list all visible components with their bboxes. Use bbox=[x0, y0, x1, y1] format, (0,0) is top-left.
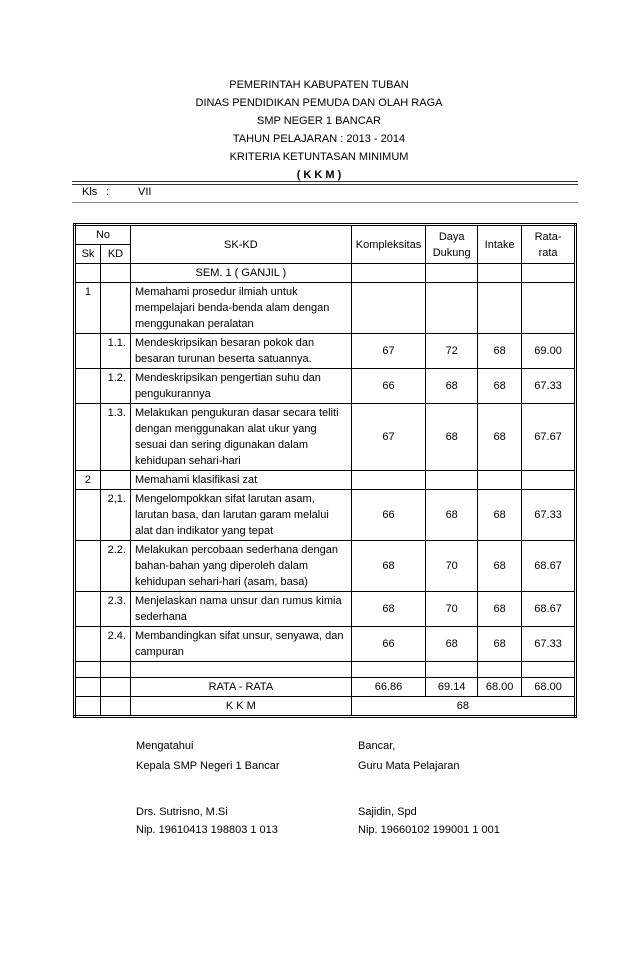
row-kd: 1.1. bbox=[100, 334, 130, 369]
row-sk bbox=[75, 592, 101, 627]
row-daya-dukung: 70 bbox=[426, 541, 478, 592]
table-row bbox=[75, 404, 576, 471]
row-kd: 2,1. bbox=[100, 490, 130, 541]
signature-right-name: Sajidin, Spd bbox=[358, 806, 417, 818]
row-description: Melakukan percobaan sederhana dengan bahan-bahan yang diperoleh dalam kehidupan sehari-hari (asam, basa) bbox=[130, 541, 351, 592]
header-line-2: DINAS PENDIDIKAN PEMUDA DAN OLAH RAGA bbox=[195, 97, 443, 109]
class-divider bbox=[72, 202, 578, 203]
row-kompleksitas: 68 bbox=[351, 541, 425, 592]
header-divider-2 bbox=[72, 184, 578, 185]
row-daya-dukung: 70 bbox=[426, 592, 478, 627]
header-line-5: KRITERIA KETUNTASAN MINIMUM bbox=[229, 151, 409, 163]
row-kompleksitas: 68 bbox=[351, 592, 425, 627]
header-kd: KD bbox=[100, 245, 130, 264]
row-intake: 68 bbox=[478, 404, 522, 471]
class-label: Kls bbox=[82, 186, 98, 198]
row-rata-rata: 67.67 bbox=[522, 404, 576, 471]
header-sk: Sk bbox=[75, 245, 101, 264]
row-rata-rata: 67.33 bbox=[522, 490, 576, 541]
row-intake: 68 bbox=[478, 541, 522, 592]
row-daya-dukung bbox=[426, 283, 478, 334]
kkm-table bbox=[73, 223, 577, 718]
row-rata-rata: 67.33 bbox=[522, 369, 576, 404]
row-daya-dukung: 68 bbox=[426, 404, 478, 471]
row-kd bbox=[100, 283, 130, 334]
signature-left-line2: Kepala SMP Negeri 1 Bancar bbox=[136, 760, 280, 772]
row-daya-dukung: 68 bbox=[426, 490, 478, 541]
average-label: RATA - RATA bbox=[130, 678, 351, 697]
kkm-value: 68 bbox=[351, 697, 575, 717]
row-kd: 2.4. bbox=[100, 627, 130, 662]
row-description: Mendeskripsikan pengertian suhu dan pengukurannya bbox=[130, 369, 351, 404]
header-line-4: TAHUN PELAJARAN : 2013 - 2014 bbox=[232, 133, 406, 145]
table-row bbox=[75, 592, 576, 627]
signature-right-line2: Guru Mata Pelajaran bbox=[358, 760, 460, 772]
header-line-1: PEMERINTAH KABUPATEN TUBAN bbox=[229, 79, 409, 91]
row-description: Mengelompokkan sifat larutan asam, larutan basa, dan larutan garam melalui alat dan indikator yang tepat bbox=[130, 490, 351, 541]
row-daya-dukung: 72 bbox=[426, 334, 478, 369]
row-kompleksitas: 66 bbox=[351, 490, 425, 541]
row-rata-rata bbox=[522, 471, 576, 490]
row-sk bbox=[75, 369, 101, 404]
row-description: Menjelaskan nama unsur dan rumus kimia sederhana bbox=[130, 592, 351, 627]
row-intake: 68 bbox=[478, 627, 522, 662]
class-separator: : bbox=[106, 186, 110, 198]
row-kompleksitas bbox=[351, 283, 425, 334]
signature-left-line1: Mengatahui bbox=[136, 740, 194, 752]
header-divider bbox=[72, 181, 578, 182]
kkm-label: K K M bbox=[130, 697, 351, 717]
row-intake: 68 bbox=[478, 334, 522, 369]
row-rata-rata: 68.67 bbox=[522, 541, 576, 592]
row-kompleksitas bbox=[351, 471, 425, 490]
row-intake bbox=[478, 471, 522, 490]
signature-left-name: Drs. Sutrisno, M.Si bbox=[136, 806, 228, 818]
class-value: VII bbox=[138, 186, 152, 198]
row-kd: 1.2. bbox=[100, 369, 130, 404]
row-kompleksitas: 66 bbox=[351, 369, 425, 404]
row-sk bbox=[75, 541, 101, 592]
row-sk: 1 bbox=[75, 283, 101, 334]
row-rata-rata: 69.00 bbox=[522, 334, 576, 369]
signature-left bbox=[136, 738, 280, 838]
row-kd: 2.3. bbox=[100, 592, 130, 627]
row-intake bbox=[478, 283, 522, 334]
table-row bbox=[75, 541, 576, 592]
average-daya-dukung: 69.14 bbox=[426, 678, 478, 697]
row-sk bbox=[75, 490, 101, 541]
row-intake: 68 bbox=[478, 369, 522, 404]
row-description: Memahami klasifikasi zat bbox=[130, 471, 351, 490]
row-description: Memahami prosedur ilmiah untuk mempelajari benda-benda alam dengan menggunakan peralatan bbox=[130, 283, 351, 334]
signature-left-nip: Nip. 19610413 198803 1 013 bbox=[136, 824, 278, 836]
table-header-row bbox=[75, 225, 576, 245]
row-description: Melakukan pengukuran dasar secara teliti dengan menggunakan alat ukur yang sesuai dan sering digunakan dalam kehidupan sehari-hari bbox=[130, 404, 351, 471]
table-row bbox=[75, 471, 576, 490]
header-rata-rata: Rata-rata bbox=[522, 225, 576, 264]
row-sk: 2 bbox=[75, 471, 101, 490]
row-kompleksitas: 67 bbox=[351, 334, 425, 369]
row-description: Mendeskripsikan besaran pokok dan besaran turunan beserta satuannya. bbox=[130, 334, 351, 369]
row-daya-dukung: 68 bbox=[426, 627, 478, 662]
table-row bbox=[75, 627, 576, 662]
row-rata-rata bbox=[522, 283, 576, 334]
row-kompleksitas: 67 bbox=[351, 404, 425, 471]
row-daya-dukung bbox=[426, 471, 478, 490]
row-kompleksitas: 66 bbox=[351, 627, 425, 662]
row-sk bbox=[75, 334, 101, 369]
header-daya-dukung: Daya Dukung bbox=[426, 225, 478, 264]
empty-row bbox=[75, 662, 576, 678]
table-row bbox=[75, 369, 576, 404]
row-rata-rata: 68.67 bbox=[522, 592, 576, 627]
table-row bbox=[75, 490, 576, 541]
document-header bbox=[0, 76, 638, 184]
header-skkd: SK-KD bbox=[130, 225, 351, 264]
semester-row bbox=[75, 264, 576, 283]
row-rata-rata: 67.33 bbox=[522, 627, 576, 662]
semester-label: SEM. 1 ( GANJIL ) bbox=[130, 264, 351, 283]
header-intake: Intake bbox=[478, 225, 522, 264]
row-sk bbox=[75, 627, 101, 662]
table-row bbox=[75, 334, 576, 369]
row-intake: 68 bbox=[478, 592, 522, 627]
row-intake: 68 bbox=[478, 490, 522, 541]
header-kompleksitas: Kompleksitas bbox=[351, 225, 425, 264]
row-kd: 2.2. bbox=[100, 541, 130, 592]
signature-right bbox=[358, 738, 500, 838]
average-intake: 68.00 bbox=[478, 678, 522, 697]
signature-right-line1: Bancar, bbox=[358, 740, 396, 752]
row-sk bbox=[75, 404, 101, 471]
average-row bbox=[75, 678, 576, 697]
header-no: No bbox=[75, 225, 131, 245]
table-row bbox=[75, 283, 576, 334]
header-line-6: ( K K M ) bbox=[296, 169, 342, 181]
row-daya-dukung: 68 bbox=[426, 369, 478, 404]
average-rata-rata: 68.00 bbox=[522, 678, 576, 697]
signature-right-nip: Nip. 19660102 199001 1 001 bbox=[358, 824, 500, 836]
kkm-row bbox=[75, 697, 576, 717]
row-description: Membandingkan sifat unsur, senyawa, dan campuran bbox=[130, 627, 351, 662]
average-kompleksitas: 66.86 bbox=[351, 678, 425, 697]
header-line-3: SMP NEGER 1 BANCAR bbox=[257, 115, 381, 127]
row-kd: 1.3. bbox=[100, 404, 130, 471]
row-kd bbox=[100, 471, 130, 490]
